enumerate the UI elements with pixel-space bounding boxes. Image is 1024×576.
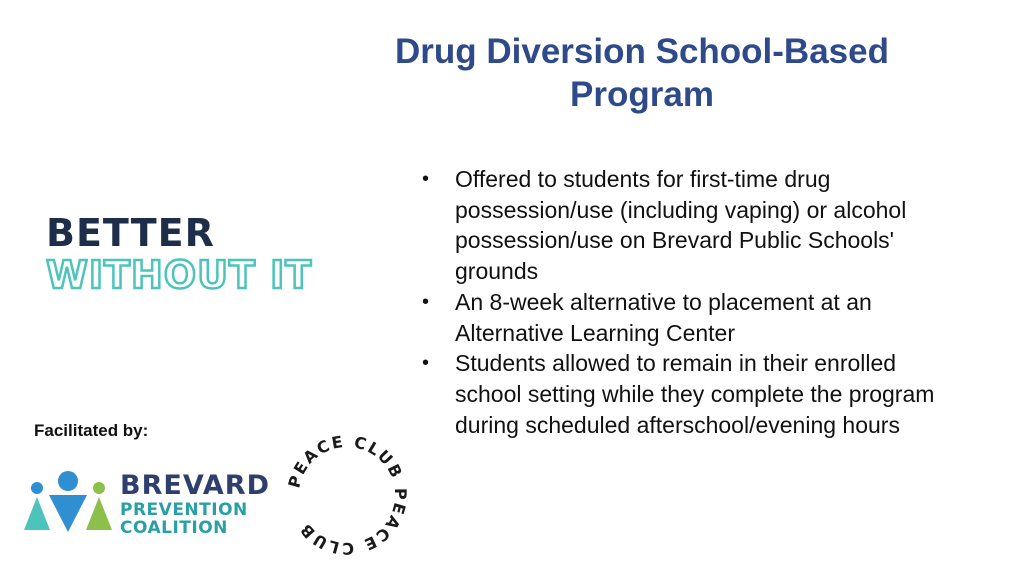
- person-body-right: [86, 497, 112, 530]
- bullet-item: [418, 348, 938, 440]
- bullet-text: Students allowed to remain in their enrolled school setting while they complete the program during scheduled afterschool/evening hours: [455, 350, 935, 438]
- bullet-text: Offered to students for first-time drug possession/use (including vaping) or alcohol possession/use on Brevard Public Schools' grounds: [455, 166, 907, 285]
- person-head-center: [58, 471, 78, 491]
- person-body-center: [49, 495, 87, 532]
- person-head-right: [93, 482, 105, 494]
- brevard-logo-line3: COALITION: [120, 518, 228, 538]
- bullet-item: [418, 164, 938, 287]
- brevard-logo-line2: PREVENTION: [120, 500, 248, 520]
- better-without-it-logo-line2: WITHOUT IT: [46, 253, 313, 297]
- bullet-list: [418, 164, 938, 440]
- bullet-marker: •: [422, 290, 430, 313]
- peace-club-text-path: PEACE CLUB PEACE CLUB: [284, 431, 411, 559]
- brevard-prevention-coalition-logo: [120, 472, 270, 537]
- bullet-text: An 8-week alternative to placement at an Alternative Learning Center: [455, 288, 872, 346]
- brevard-people-icon: [22, 470, 114, 534]
- slide-title: Drug Diversion School-Based Program: [395, 32, 889, 114]
- better-without-it-logo-line1: BETTER: [46, 211, 215, 255]
- bullet-marker: •: [422, 352, 430, 375]
- facilitated-by-label: Facilitated by:: [34, 421, 149, 440]
- person-head-left: [31, 482, 43, 494]
- bullet-marker: •: [422, 168, 430, 190]
- peace-club-ring-text: [284, 432, 410, 558]
- bullet-item: [418, 287, 938, 348]
- brevard-logo-line1: BREVARD: [120, 470, 270, 501]
- peace-club-logo: [282, 430, 412, 560]
- person-body-left: [24, 497, 50, 530]
